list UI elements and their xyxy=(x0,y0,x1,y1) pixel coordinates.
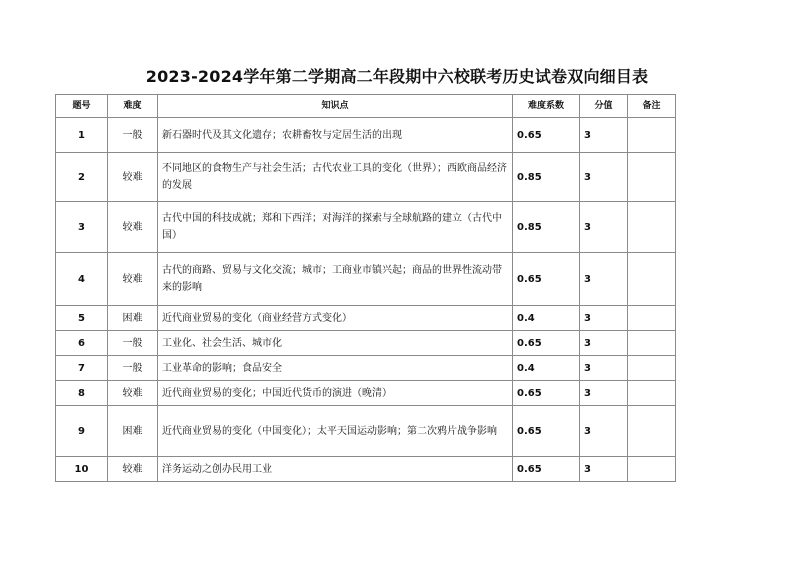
knowledge-point: 近代商业贸易的变化；中国近代货币的演进（晚清） xyxy=(158,381,513,406)
remarks xyxy=(628,253,676,306)
header-question-number: 题号 xyxy=(56,95,108,118)
score-value: 3 xyxy=(580,118,628,153)
table-row xyxy=(56,331,676,356)
remarks xyxy=(628,331,676,356)
table-row xyxy=(56,406,676,457)
remarks xyxy=(628,306,676,331)
table-row xyxy=(56,381,676,406)
table-row xyxy=(56,306,676,331)
remarks xyxy=(628,406,676,457)
knowledge-point: 近代商业贸易的变化（中国变化）；太平天国运动影响；第二次鸦片战争影响 xyxy=(158,406,513,457)
specification-table xyxy=(55,94,676,482)
difficulty-coefficient: 0.4 xyxy=(513,356,580,381)
knowledge-point: 古代中国的科技成就；郑和下西洋；对海洋的探索与全球航路的建立（古代中国） xyxy=(158,202,513,253)
difficulty-coefficient: 0.85 xyxy=(513,202,580,253)
remarks xyxy=(628,202,676,253)
knowledge-point: 古代的商路、贸易与文化交流；城市；工商业市镇兴起；商品的世界性流动带来的影响 xyxy=(158,253,513,306)
knowledge-point: 不同地区的食物生产与社会生活；古代农业工具的变化（世界）；西欧商品经济的发展 xyxy=(158,153,513,202)
table-header-row xyxy=(56,95,676,118)
document-title: 2023-2024学年第二学期高二年段期中六校联考历史试卷双向细目表 xyxy=(145,67,649,86)
difficulty-level: 一般 xyxy=(108,331,158,356)
remarks xyxy=(628,118,676,153)
difficulty-level: 较难 xyxy=(108,457,158,482)
difficulty-level: 较难 xyxy=(108,253,158,306)
difficulty-level: 困难 xyxy=(108,306,158,331)
difficulty-level: 较难 xyxy=(108,381,158,406)
knowledge-point: 工业革命的影响；食品安全 xyxy=(158,356,513,381)
table-row xyxy=(56,253,676,306)
question-number: 4 xyxy=(56,253,108,306)
difficulty-coefficient: 0.4 xyxy=(513,306,580,331)
question-number: 3 xyxy=(56,202,108,253)
question-number: 6 xyxy=(56,331,108,356)
question-number: 5 xyxy=(56,306,108,331)
difficulty-level: 较难 xyxy=(108,202,158,253)
header-knowledge-point: 知识点 xyxy=(158,95,513,118)
difficulty-coefficient: 0.65 xyxy=(513,331,580,356)
difficulty-coefficient: 0.65 xyxy=(513,253,580,306)
header-difficulty-coefficient: 难度系数 xyxy=(513,95,580,118)
score-value: 3 xyxy=(580,331,628,356)
difficulty-level: 一般 xyxy=(108,118,158,153)
table-row xyxy=(56,153,676,202)
score-value: 3 xyxy=(580,202,628,253)
header-difficulty: 难度 xyxy=(108,95,158,118)
question-number: 2 xyxy=(56,153,108,202)
header-remarks: 备注 xyxy=(628,95,676,118)
table-row xyxy=(56,118,676,153)
difficulty-level: 一般 xyxy=(108,356,158,381)
knowledge-point: 洋务运动之创办民用工业 xyxy=(158,457,513,482)
difficulty-coefficient: 0.65 xyxy=(513,457,580,482)
difficulty-coefficient: 0.65 xyxy=(513,118,580,153)
remarks xyxy=(628,153,676,202)
table-row xyxy=(56,457,676,482)
question-number: 1 xyxy=(56,118,108,153)
difficulty-level: 较难 xyxy=(108,153,158,202)
score-value: 3 xyxy=(580,406,628,457)
question-number: 10 xyxy=(56,457,108,482)
difficulty-level: 困难 xyxy=(108,406,158,457)
remarks xyxy=(628,356,676,381)
remarks xyxy=(628,457,676,482)
score-value: 3 xyxy=(580,356,628,381)
score-value: 3 xyxy=(580,153,628,202)
table-row xyxy=(56,356,676,381)
knowledge-point: 近代商业贸易的变化（商业经营方式变化） xyxy=(158,306,513,331)
question-number: 8 xyxy=(56,381,108,406)
question-number: 7 xyxy=(56,356,108,381)
question-number: 9 xyxy=(56,406,108,457)
remarks xyxy=(628,381,676,406)
table-row xyxy=(56,202,676,253)
knowledge-point: 工业化、社会生活、城市化 xyxy=(158,331,513,356)
difficulty-coefficient: 0.65 xyxy=(513,381,580,406)
score-value: 3 xyxy=(580,457,628,482)
score-value: 3 xyxy=(580,253,628,306)
knowledge-point: 新石器时代及其文化遗存；农耕畜牧与定居生活的出现 xyxy=(158,118,513,153)
difficulty-coefficient: 0.65 xyxy=(513,406,580,457)
difficulty-coefficient: 0.85 xyxy=(513,153,580,202)
header-score: 分值 xyxy=(580,95,628,118)
score-value: 3 xyxy=(580,381,628,406)
score-value: 3 xyxy=(580,306,628,331)
